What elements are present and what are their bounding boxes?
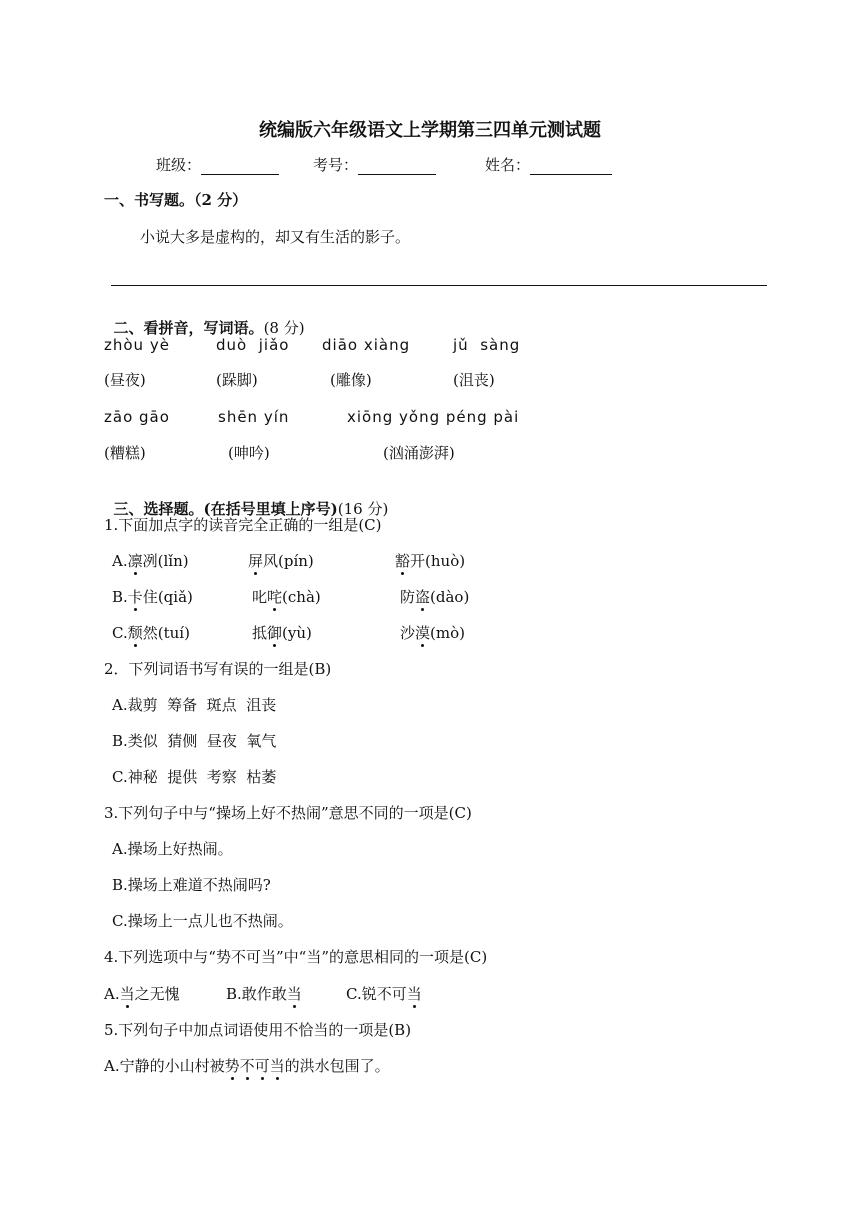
page-title: 统编版六年级语文上学期第三四单元测试题 (259, 120, 601, 141)
dotted-char: 不 (239, 1057, 255, 1075)
q4-option-c: C.锐不可当 (346, 985, 422, 1003)
section1-sentence: 小说大多是虚构的，却又有生活的影子。 (140, 228, 411, 246)
q5-stem: 5.下列句子中加点词语使用不恰当的一项是(B) (104, 1021, 412, 1039)
q3-option-b: B.操场上难道不热闹吗? (112, 876, 271, 894)
answer-1: (昼夜) (104, 371, 146, 389)
dotted-char: 屏 (248, 552, 264, 570)
q3-stem: 3.下列句子中与“操场上好不热闹”意思不同的一项是(C) (104, 804, 472, 822)
dotted-char: 盗 (415, 588, 431, 606)
answer-4: (沮丧) (453, 371, 495, 389)
name-field (485, 154, 612, 175)
q2-stem: 2．下列词语书写有误的一组是(B) (104, 660, 332, 678)
exam-no-label: 考号： (313, 156, 359, 174)
q1-option-c2: 抵御(yù) (252, 624, 312, 642)
dotted-char: 咤 (267, 588, 283, 606)
writing-line[interactable] (111, 285, 767, 286)
q1-stem: 1.下面加点字的读音完全正确的一组是(C) (104, 516, 382, 534)
q1-option-b2: 叱咤(chà) (252, 588, 321, 606)
section3-score: (16 分) (337, 500, 389, 518)
answer-5: (糟糕) (104, 444, 146, 462)
q1-option-a3: 豁开(huò) (395, 552, 466, 570)
q1-option-b1: B.卡住(qiǎ) (112, 588, 193, 606)
pinyin-1: zhòu yè (104, 336, 170, 354)
answer-7: (汹涌澎湃) (383, 444, 455, 462)
section2-score: (8 分) (263, 319, 305, 337)
section2-heading (104, 298, 305, 338)
pinyin-2: duò jiǎo (216, 336, 290, 354)
q3-option-c: C.操场上一点儿也不热闹。 (112, 912, 293, 930)
class-blank[interactable] (201, 158, 279, 175)
section3-heading-text: 三、选择题。(在括号里填上序号) (113, 500, 338, 518)
answer-3: (雕像) (330, 371, 372, 389)
name-blank[interactable] (530, 158, 612, 175)
dotted-char: 漠 (415, 624, 431, 642)
q1-option-b3: 防盗(dào) (400, 588, 470, 606)
dotted-char: 凛 (127, 552, 143, 570)
name-label: 姓名： (485, 156, 531, 174)
q4-option-a: A.当之无愧 (104, 985, 180, 1003)
dotted-char: 御 (267, 624, 283, 642)
q2-option-c: C.神秘 提供 考察 枯萎 (112, 768, 277, 786)
pinyin-5: zāo gāo (104, 408, 170, 426)
pinyin-4: jǔ sàng (453, 336, 521, 354)
dotted-char: 当 (286, 985, 302, 1003)
q2-option-a: A.裁剪 筹备 斑点 沮丧 (112, 696, 277, 714)
q1-option-a2: 屏风(pín) (248, 552, 314, 570)
exam-no-blank[interactable] (358, 158, 436, 175)
q2-option-b: B.类似 猜侧 昼夜 氧气 (112, 732, 277, 750)
pinyin-3: diāo xiàng (322, 336, 411, 354)
dotted-char: 当 (119, 985, 135, 1003)
dotted-char: 颓 (127, 624, 143, 642)
dotted-char: 豁 (395, 552, 411, 570)
dotted-char: 当 (269, 1057, 285, 1075)
class-field (156, 154, 279, 175)
q4-stem: 4.下列选项中与“势不可当”中“当”的意思相同的一项是(C) (104, 948, 488, 966)
answer-2: (跺脚) (216, 371, 258, 389)
q5-option-a: A.宁静的小山村被势不可当的洪水包围了。 (104, 1057, 390, 1075)
q1-option-c3: 沙漠(mò) (400, 624, 465, 642)
pinyin-7: xiōng yǒng péng pài (347, 408, 520, 426)
section1-heading: 一、书写题。（2 分） (104, 191, 248, 209)
dotted-char: 势 (224, 1057, 240, 1075)
q1-option-a1: A.凛冽(lǐn) (112, 552, 189, 570)
q4-option-b: B.敢作敢当 (226, 985, 302, 1003)
q3-option-a: A.操场上好热闹。 (112, 840, 233, 858)
class-label: 班级： (156, 156, 202, 174)
dotted-char: 卡 (127, 588, 143, 606)
exam-no-field (313, 154, 436, 175)
dotted-char: 当 (406, 985, 422, 1003)
section3-heading (104, 479, 388, 519)
pinyin-6: shēn yín (218, 408, 290, 426)
answer-6: (呻吟) (228, 444, 270, 462)
q1-option-c1: C.颓然(tuí) (112, 624, 190, 642)
dotted-char: 可 (254, 1057, 270, 1075)
section2-heading-text: 二、看拼音，写词语。 (113, 319, 264, 337)
